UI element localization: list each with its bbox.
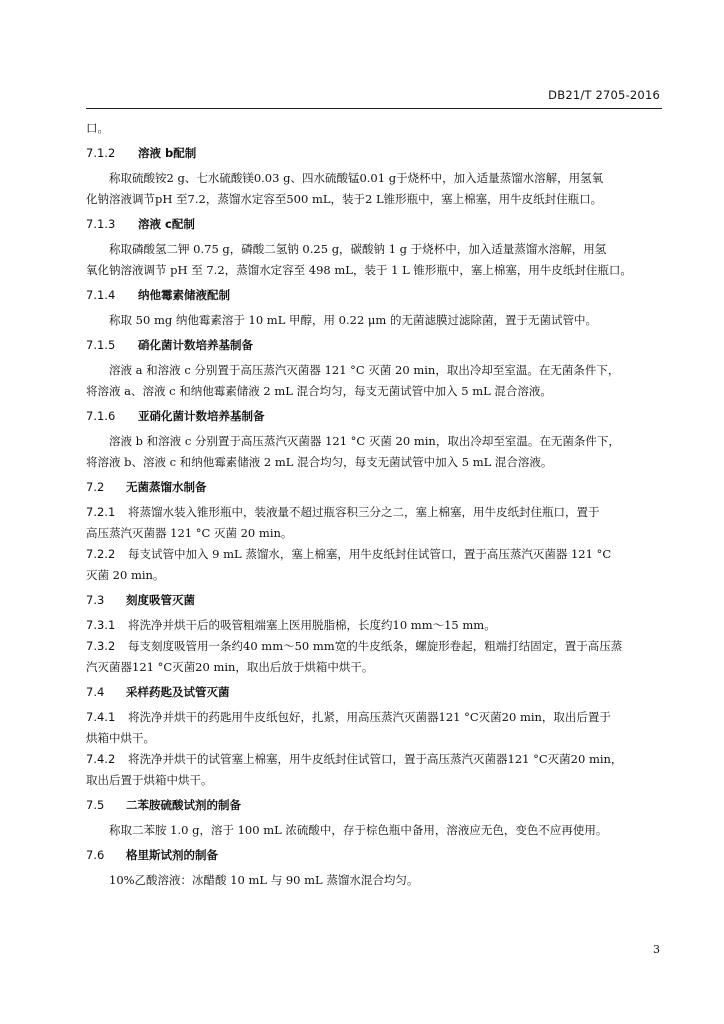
paragraph-line: 称取 50 mg 纳他霉素溶于 10 mL 甲醇，用 0.22 μm 的无菌滤膜过滤除菌，置于无菌试管中。 [109,313,597,327]
paragraph-line: 称取磷酸氢二钾 0.75 g，磷酸二氢钠 0.25 g，碳酸钠 1 g 于烧杯中，加入适量蒸馏水溶解，用氢 [109,242,607,256]
paragraph-line: 将溶液 a、溶液 c 和纳他霉素储液 2 mL 混合均匀，每支无菌试管中加入 5 mL 混合溶液。 [86,384,552,398]
paragraph-line: 高压蒸汽灭菌器 121 °C 灭菌 20 min。 [86,526,293,540]
paragraph-line: 称取二苯胺 1.0 g，溶于 100 mL 浓硫酸中，存于棕色瓶中备用，溶液应无色，变色不应再使用。 [109,823,608,837]
heading-7-5: 7.5 二苯胺硫酸试剂的制备 [86,798,241,812]
document-code: DB21/T 2705-2016 [548,88,660,102]
paragraph-line: 烘箱中烘干。 [86,731,155,745]
heading-7-1-4: 7.1.4 纳他霉素储液配制 [86,288,230,302]
clause-7-3-2: 7.3.2 每支刻度吸管用一条约40 mm～50 mm宽的牛皮纸条，螺旋形卷起，粗端打结固定，置于高压蒸 [86,639,623,653]
clause-7-3-1: 7.3.1 将洗净并烘干后的吸管粗端塞上医用脱脂棉，长度约10 mm～15 mm。 [86,618,496,632]
heading-7-2: 7.2 无菌蒸馏水制备 [86,480,207,494]
page-number: 3 [653,943,660,956]
paragraph-line: 氧化钠溶液调节 pH 至 7.2，蒸馏水定容至 498 mL，装于 1 L 锥形瓶中，塞上棉塞，用牛皮纸封住瓶口。 [86,263,632,277]
paragraph-line: 溶液 a 和溶液 c 分别置于高压蒸汽灭菌器 121 °C 灭菌 20 min，取出冷却至室温。在无菌条件下， [109,363,620,377]
paragraph-line: 将溶液 b、溶液 c 和纳他霉素储液 2 mL 混合均匀，每支无菌试管中加入 5 mL 混合溶液。 [86,455,553,469]
heading-7-1-6: 7.1.6 亚硝化菌计数培养基制备 [86,409,265,423]
heading-7-1-2: 7.1.2 溶液 b配制 [86,146,197,160]
heading-7-6: 7.6 格里斯试剂的制备 [86,848,218,862]
heading-7-4: 7.4 采样药匙及试管灭菌 [86,685,230,699]
paragraph-line: 汽灭菌器121 °C灭菌20 min，取出后放于烘箱中烘干。 [86,660,374,674]
heading-7-3: 7.3 刻度吸管灭菌 [86,593,195,607]
clause-7-4-1: 7.4.1 将洗净并烘干的药匙用牛皮纸包好，扎紧，用高压蒸汽灭菌器121 °C灭菌20 min，取出后置于 [86,710,611,724]
header-rule [86,108,662,109]
paragraph-line: 称取硫酸铵2 g、七水硫酸镁0.03 g、四水硫酸锰0.01 g于烧杯中，加入适量蒸馏水溶解，用氢氧 [109,171,604,185]
heading-7-1-5: 7.1.5 硝化菌计数培养基制备 [86,338,253,352]
clause-7-2-2: 7.2.2 每支试管中加入 9 mL 蒸馏水，塞上棉塞，用牛皮纸封住试管口，置于高压蒸汽灭菌器 121 °C [86,547,612,561]
clause-7-2-1: 7.2.1 将蒸馏水装入锥形瓶中，装液量不超过瓶容积三分之二，塞上棉塞，用牛皮纸封住瓶口，置于 [86,505,600,519]
paragraph-line: 10%乙酸溶液：冰醋酸 10 mL 与 90 mL 蒸馏水混合均匀。 [109,873,419,887]
paragraph-line: 溶液 b 和溶液 c 分别置于高压蒸汽灭菌器 121 °C 灭菌 20 min，取出冷却至室温。在无菌条件下， [109,434,620,448]
clause-7-4-2: 7.4.2 将洗净并烘干的试管塞上棉塞，用牛皮纸封住试管口，置于高压蒸汽灭菌器121 °C灭菌20 min， [86,752,623,766]
page-body [86,118,662,891]
paragraph-line: 灭菌 20 min。 [86,568,165,582]
continued-text: 口。 [86,121,109,135]
paragraph-line: 化钠溶液调节pH 至7.2，蒸馏水定容至500 mL，装于2 L锥形瓶中，塞上棉塞，用牛皮纸封住瓶口。 [86,192,603,206]
heading-7-1-3: 7.1.3 溶液 c配制 [86,217,195,231]
paragraph-line: 取出后置于烘箱中烘干。 [86,773,213,787]
